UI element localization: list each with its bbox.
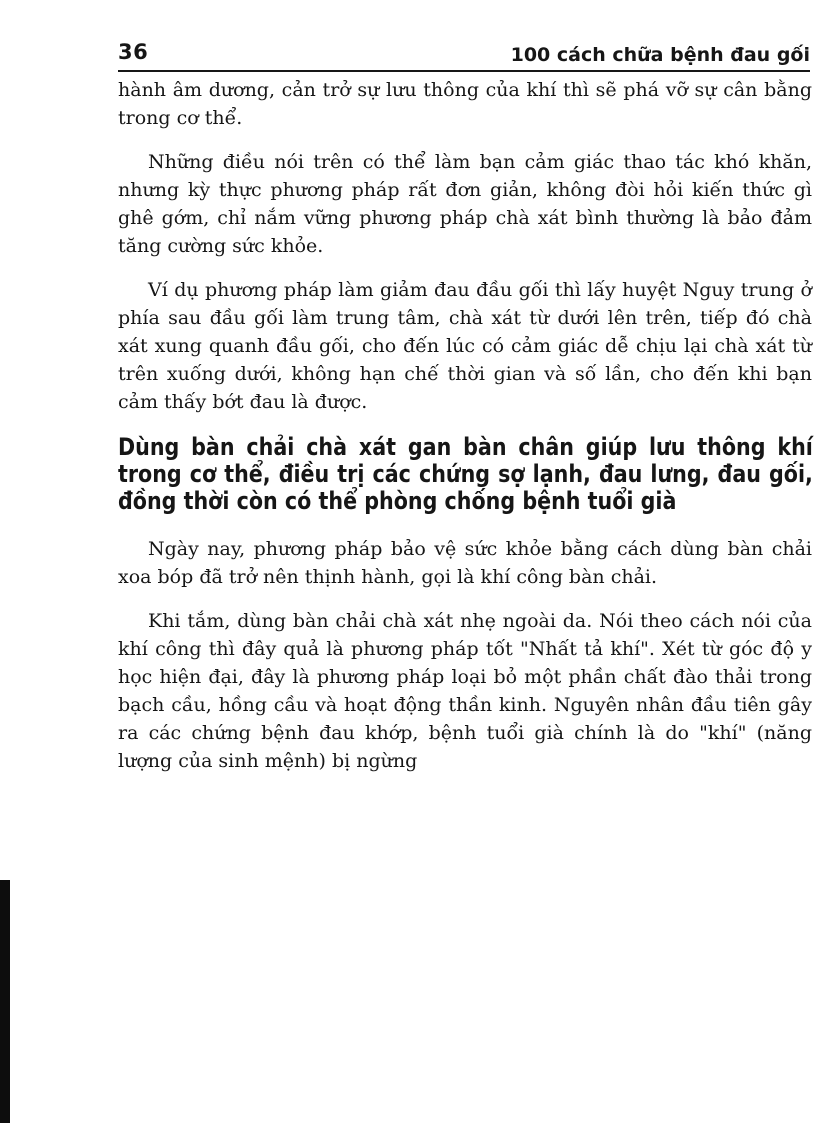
paragraph: Những điều nói trên có thể làm bạn cảm giác thao tác khó khăn, nhưng kỳ thực phương pháp rất đơn giản, không đòi hỏi kiến thức gì ghê gớm, chỉ nắm vững phương pháp chà xát bình thường là bảo đảm tăng cường sức khỏe. [118, 151, 812, 257]
paragraph: Ví dụ phương pháp làm giảm đau đầu gối thì lấy huyệt Nguy trung ở phía sau đầu gối làm trung tâm, chà xát từ dưới lên trên, tiếp đó chà xát xung quanh đầu gối, cho đến lúc có cảm giác dễ chịu lại chà xát từ trên xuống dưới, không hạn chế thời gian và số lần, cho đến khi bạn cảm thấy bớt đau là được. [118, 279, 812, 413]
page-body [118, 76, 812, 791]
paragraph: Khi tắm, dùng bàn chải chà xát nhẹ ngoài da. Nói theo cách nói của khí công thì đây quả là phương pháp tốt "Nhất tả khí". Xét từ góc độ y học hiện đại, đây là phương pháp loại bỏ một phần chất đào thải trong bạch cầu, hồng cầu và hoạt động thần kinh. Nguyên nhân đầu tiên gây ra các chứng bệnh đau khớp, bệnh tuổi già chính là do "khí" (năng lượng của sinh mệnh) bị ngừng [118, 610, 812, 772]
paragraph-continued: hành âm dương, cản trở sự lưu thông của khí thì sẽ phá vỡ sự cân bằng trong cơ thể. [118, 79, 812, 129]
running-title: 100 cách chữa bệnh đau gối [510, 44, 810, 66]
paragraph: Ngày nay, phương pháp bảo vệ sức khỏe bằng cách dùng bàn chải xoa bóp đã trở nên thịnh hành, gọi là khí công bàn chải. [118, 538, 812, 588]
page-number: 36 [118, 40, 149, 64]
section-heading: Dùng bàn chải chà xát gan bàn chân giúp lưu thông khí trong cơ thể, điều trị các chứng sợ lạnh, đau lưng, đau gối, đồng thời còn có thể phòng chống bệnh tuổi già [118, 433, 813, 515]
scan-edge-shadow [0, 880, 10, 1123]
header-rule [118, 70, 810, 72]
